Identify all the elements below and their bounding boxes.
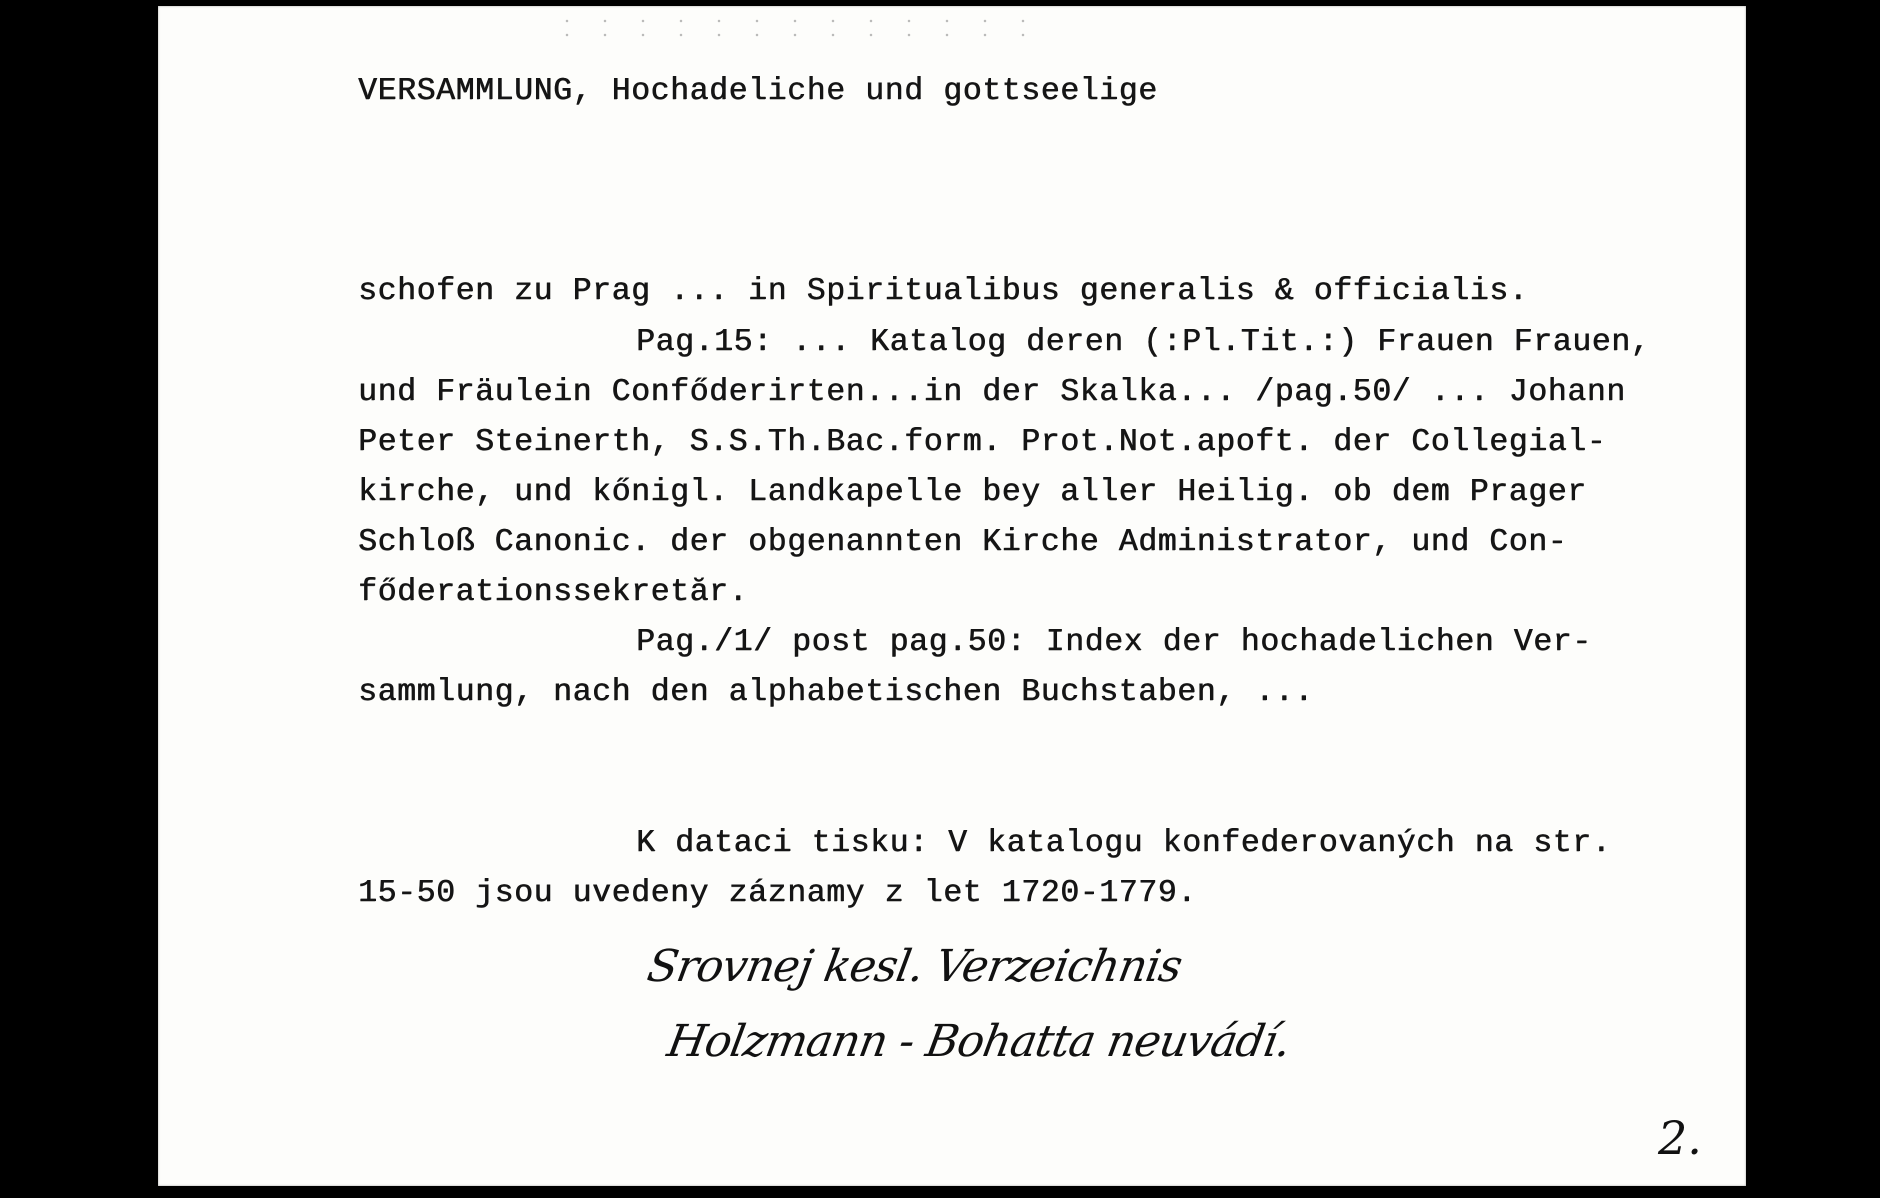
text-line-3: und Fräulein Confőderirten...in der Skalka... /pag.50/ ... Johann — [358, 375, 1626, 410]
text-line-9: sammlung, nach den alphabetischen Buchstaben, ... — [358, 675, 1314, 710]
handwritten-note-line-2: Holzmann - Bohatta neuvádí. — [663, 1016, 1295, 1067]
scan-specks — [548, 14, 1048, 44]
text-line-7: főderationssekretăr. — [358, 575, 749, 610]
card-heading: VERSAMMLUNG, Hochadeliche und gottseelige — [358, 74, 1158, 109]
text-line-8: Pag./1/ post pag.50: Index der hochadelichen Ver- — [636, 625, 1592, 660]
text-line-11: 15-50 jsou uvedeny záznamy z let 1720-1779. — [358, 876, 1197, 911]
text-line-10: K dataci tisku: V katalogu konfederovaných na str. — [636, 826, 1612, 861]
catalog-card — [158, 6, 1746, 1186]
handwritten-note-line-1: Srovnej kesl. Verzeichnis — [643, 941, 1186, 992]
text-line-4: Peter Steinerth, S.S.Th.Bac.form. Prot.Not.apoft. der Collegial- — [358, 425, 1607, 460]
page-number: 2. — [1658, 1111, 1702, 1165]
text-line-6: Schloß Canonic. der obgenannten Kirche Administrator, und Con- — [358, 525, 1568, 560]
text-line-1: schofen zu Prag ... in Spiritualibus generalis & officialis. — [358, 274, 1529, 309]
text-line-2: Pag.15: ... Katalog deren (:Pl.Tit.:) Frauen Frauen, — [636, 325, 1651, 360]
text-line-5: kirche, und kőnigl. Landkapelle bey aller Heilig. ob dem Prager — [358, 475, 1587, 510]
